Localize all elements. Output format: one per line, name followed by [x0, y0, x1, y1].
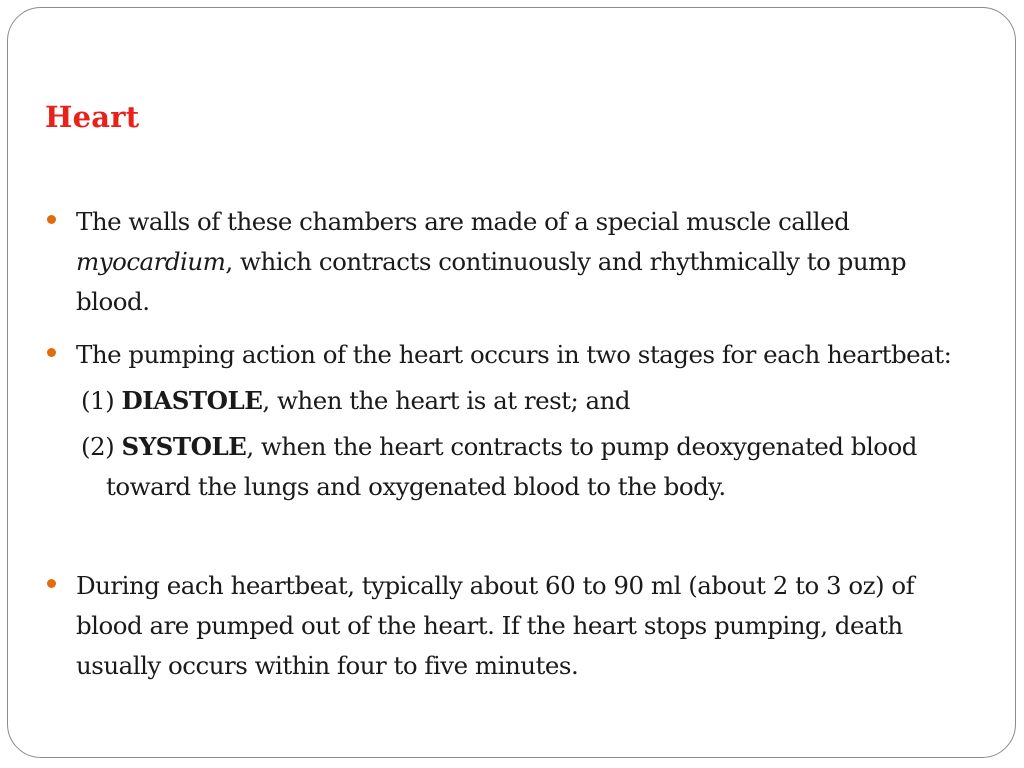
- stage-number: (2): [81, 432, 122, 461]
- bullet-text: The pumping action of the heart occurs in two stages for each heartbeat:: [76, 340, 952, 369]
- bullet-dot-icon: [47, 579, 56, 588]
- bullet-text: During each heartbeat, typically about 60 to 90 ml (about 2 to 3 oz) of blood are pumped out of the heart. If the heart stops pumping, death usually occurs within four to five minutes.: [76, 571, 915, 680]
- term-systole: SYSTOLE: [121, 432, 247, 461]
- bullet-heartbeat-volume: [76, 566, 976, 686]
- bullet-myocardium: [76, 202, 976, 322]
- bullet-dot-icon: [47, 215, 56, 224]
- term-diastole: DIASTOLE: [121, 386, 263, 415]
- slide-title: Heart: [45, 100, 140, 134]
- bullet-text: The walls of these chambers are made of a special muscle called: [76, 207, 850, 236]
- bullet-text: , which contracts continuously and rhythmically to pump blood.: [76, 247, 907, 316]
- stage-text: , when the heart is at rest; and: [262, 386, 631, 415]
- stage-systole: [81, 427, 961, 507]
- term-myocardium: myocardium: [76, 247, 226, 276]
- stage-diastole: [81, 381, 961, 421]
- stage-text: , when the heart contracts to pump deoxygenated blood toward the lungs and oxygenated blood to the body.: [106, 432, 917, 501]
- bullet-dot-icon: [47, 348, 56, 357]
- stage-number: (1): [81, 386, 122, 415]
- bullet-pumping-action: [76, 335, 976, 375]
